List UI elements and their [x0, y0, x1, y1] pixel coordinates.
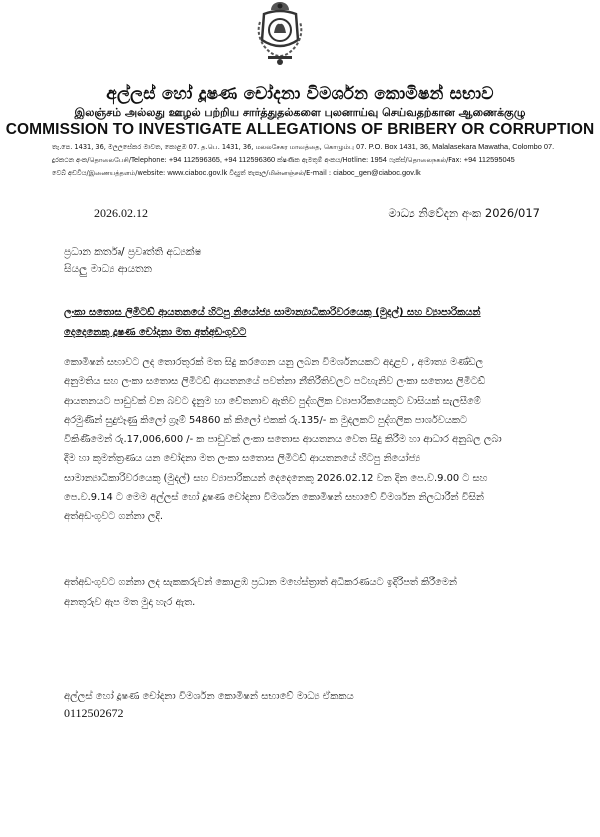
recipient-line: සියලු මාධ්‍ය ආයතන	[64, 263, 153, 275]
body-paragraph-2	[64, 573, 550, 613]
phone-line	[52, 155, 562, 165]
subject-line: දෙදෙනෙකු දූෂණ චෝදනා මත අත්අඩංගුවට	[64, 327, 247, 338]
signature-block	[64, 688, 354, 722]
paragraph-line: අත්අඩංගුවට ගන්නා ලද සැකකරුවන් කොළඹ ප්‍රධාන මහේස්ත්‍රාත් අධිකරණයට ඉදිරිපත් කිරීමෙන්	[64, 577, 457, 588]
paragraph-line: කොමිෂන් සභාවට ලද තොරතුරක් මත සිදු කරගෙන යනු ලබන විමර්ශනයකට අදාළව , අමාත්‍ය මණ්ඩල	[64, 357, 484, 368]
address-line	[52, 142, 562, 152]
paragraph-line: අරමුණින් සුදුළූණු කිලෝ ග්‍රෑම් 54860 ක් කිලෝ එකක් රු.135/- ක මුදලකට පුද්ගලික පාර්ශවයකට	[64, 414, 468, 426]
letterhead-title-english: COMMISSION TO INVESTIGATE ALLEGATIONS OF BRIBERY OR CORRUPTION	[5, 121, 595, 138]
release-date: 2026.02.12	[94, 206, 148, 220]
letterhead-title-sinhala: අල්ලස් හෝ දූෂණ චෝදනා විමර්ශන කොමිෂන් සභාව	[106, 84, 494, 104]
web-line	[52, 168, 562, 178]
hotline-value: 1954	[370, 155, 387, 164]
media-unit-name: අල්ලස් හෝ දූෂණ චෝදනා විමර්ශන කොමිෂන් සභාවේ මාධ්‍ය ඒකකය	[64, 691, 354, 702]
paragraph-line: විකිණීමෙන් රු.17,006,600 /- ක පාඩුවක් ලංකා සතොස ආයතනය වෙත සිදු කිරීම හා ආධාර අනුබල ලබා	[64, 434, 502, 446]
fax-value: +94 112595045	[463, 155, 515, 164]
paragraph-line: ආයතනයට පාඩුවක් වන බවට දැනුම හා චේතනාව ඇතිව පුද්ගලික ව්‍යාපාරිකයෙකුට වාසියක් සැලසීමේ	[64, 395, 481, 407]
recipients-block	[64, 244, 202, 278]
telephone-label: දුරකථන අංක/தொலைபேசி/Telephone:	[52, 156, 167, 164]
subject-line: ලංකා සතොස ලිමිටඩ් ආයතනයේ හිටපු නියෝජ්‍ය සාමාන්‍යාධිකාරිවරයෙකු (මුදල්) සහ ව්‍යාපාරිකයන්	[64, 307, 481, 318]
letterhead-title-tamil: இலஞ்சம் அல்லது ஊழல் பற்றிய சார்த்துதல்களை புலனாய்வு செய்வதற்கான ஆணைக்குழு	[74, 106, 526, 119]
hotline-label: ක්ෂණික ඇමතුම් අංකය/Hotline:	[277, 156, 369, 164]
paragraph-line: පෙ.ව.9.14 ට මෙම අල්ලස් හෝ දූෂණ චෝදනා විමර්ශන කොමිෂන් සභාවේ විමර්ශන නිලධාරීන් විසින්	[64, 492, 484, 504]
website-link[interactable]: www.ciaboc.gov.lk	[167, 168, 228, 177]
subject-heading	[64, 303, 544, 343]
paragraph-line: දීම හා කුමන්ත්‍රණය යන චෝදනා මත ලංකා සතොස ලිමිටඩ් ආයතනයේ හිටපු නියෝජ්‍ය	[64, 453, 421, 465]
body-paragraph-1	[64, 353, 550, 527]
release-reference: මාධ්‍ය නිවේදන අංක 2026/017	[388, 206, 540, 220]
telephone-value: +94 112596365, +94 112596360	[168, 155, 276, 164]
address-tamil: த.பெ. 1431, 36, மலலசேகர மாவத்தை, கொழும்பு 07.	[201, 143, 367, 151]
fax-label: ෆැක්ස්/தொலைநகல்/Fax:	[388, 156, 462, 164]
paragraph-line: සාමාන්‍යාධිකාරිවරයෙකු (මුදල්) සහ ව්‍යාපාරිකයන් දෙදෙනෙකු 2026.02.12 වන දින පෙ.ව.9.00 ට සහ	[64, 472, 488, 484]
address-english: P.O. Box 1431, 36, Malalasekara Mawatha, Colombo 07.	[368, 142, 555, 151]
state-emblem-icon	[254, 0, 306, 66]
email-link[interactable]: ciaboc_gen@ciaboc.gov.lk	[333, 168, 421, 177]
paragraph-line: අනුමතිය සහ ලංකා සතොස ලිමිටඩ් ආයතනයේ පවත්නා නීතිරීතිවලට පටහැනිව ලංකා සතොස ලිමිටඩ්	[64, 376, 486, 388]
paragraph-line: අත්අඩංගුවට ගන්නා ලදි.	[64, 511, 163, 523]
email-label: විද්‍යුත් තැපෑල/மின்னஞ்சல்/E-mail :	[229, 169, 332, 177]
address-sinhala: තැ.පෙ. 1431, 36, මලලසේකර මාවත, කොළඹ 07.	[52, 143, 200, 151]
recipient-line: ප්‍රධාන කර්තෘ/ ප්‍රවෘත්ති අධ්‍යක්ෂ	[64, 246, 202, 258]
website-label: වෙබ් අඩවිය/இணையத்தளம்/website:	[52, 169, 166, 177]
media-unit-phone: 0112502672	[64, 706, 124, 720]
paragraph-line: අනතුරුව ඇප මත මුදා හැර ඇත.	[64, 597, 196, 608]
